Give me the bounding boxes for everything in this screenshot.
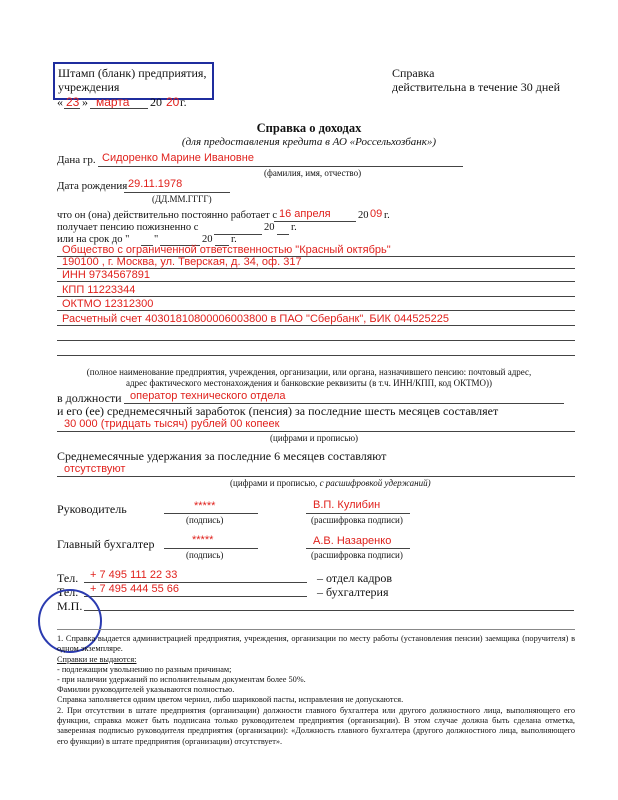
head-signature: ***** <box>194 500 216 512</box>
seal-label: М.П. <box>57 599 83 613</box>
footnote-heads: Фамилии руководителей указываются полностью. <box>57 685 235 694</box>
chief-accountant-label: Главный бухгалтер <box>57 537 155 551</box>
term-year-prefix: 20 <box>202 234 213 245</box>
birth-date-label: Дата рождения <box>57 180 128 192</box>
deductions-caption <box>230 478 431 488</box>
footnote-bullet-1: - подлежащим увольнению по разным причинам; <box>57 665 232 674</box>
tel-hr-dept: – отдел кадров <box>317 571 393 585</box>
org-name: Общество с ограниченной ответственностью "Красный октябрь" <box>62 244 391 256</box>
term-quote: " <box>154 234 159 245</box>
footnote-2: 2. При отсутствии в штате предприятия (организации) должности главного бухгалтера или другого должностного лица, выполняющего его функции, справка может быть подписана только руководителем предприятия (организации). В этом случае должна быть сделана отметка, заверенная подписью руководителя предприятия (организации): «Должность главного бухгалтера (другого должностного лица, выполняющего его функции) в штате предприятия (организации) отсутствует». <box>57 706 575 746</box>
works-since-day: 16 апреля <box>279 208 331 220</box>
pension-year-prefix: 20 <box>264 222 275 233</box>
org-bank-account: Расчетный счет 40301810800006003800 в ПАО "Сбербанк", БИК 044525225 <box>62 313 450 325</box>
recipient-label: Дана гр. <box>57 154 96 166</box>
birth-date-caption: (ДД.ММ.ГГГГ) <box>152 194 212 204</box>
tel-accounting: + 7 495 444 55 66 <box>90 583 179 595</box>
validity-line1: Справка <box>392 66 435 80</box>
term-year-end: г. <box>231 234 237 245</box>
head-name-caption: (расшифровка подписи) <box>311 515 403 525</box>
tel-label-1: Тел. <box>57 571 79 585</box>
pension-year-end: г. <box>291 222 297 233</box>
org-caption-line1: (полное наименование предприятия, учреждения, организации, или органа, назначившего пенсию: почтовый адрес, <box>86 367 532 377</box>
works-year: 09 <box>370 208 383 220</box>
date-day: 23 <box>66 95 80 109</box>
org-kpp: КПП 11223344 <box>62 284 136 296</box>
chief-accountant-name: А.В. Назаренко <box>313 535 392 547</box>
org-address: 190100 , г. Москва, ул. Тверская, д. 34, оф. 317 <box>62 256 302 268</box>
date-month: марта <box>96 95 130 109</box>
recipient-name: Сидоренко Марине Ивановне <box>102 152 254 164</box>
position-value: оператор технического отдела <box>130 390 286 402</box>
deductions-caption-main: (цифрами и прописью, <box>230 478 318 488</box>
page-title: Справка о доходах <box>256 121 362 135</box>
works-year-end: г. <box>384 210 390 221</box>
tel-accounting-dept: – бухгалтерия <box>317 585 389 599</box>
head-sign-caption: (подпись) <box>186 515 224 525</box>
pension-text: получает пенсию пожизненно с <box>57 222 199 233</box>
works-year-prefix: 20 <box>358 210 369 221</box>
org-oktmo: ОКТМО 12312300 <box>62 298 154 310</box>
birth-date-value: 29.11.1978 <box>128 178 183 190</box>
footnote-not-issued: Справки не выдаются: <box>57 655 137 664</box>
footnote-bullet-2: - при наличии удержаний по исполнительным документам более 50%. <box>57 675 306 684</box>
deductions-text: Среднемесячные удержания за последние 6 месяцев составляют <box>57 449 387 463</box>
date-year-end: г. <box>180 95 187 109</box>
salary-value: 30 000 (тридцать тысяч) рублей 00 копеек <box>64 418 280 430</box>
tel-label-2: Тел. <box>57 585 79 599</box>
deductions-caption-italic: с расшифровкой удержаний) <box>319 478 431 488</box>
validity-line2: действительна в течение 30 дней <box>392 80 561 94</box>
term-text: или на срок до " <box>57 234 130 245</box>
salary-caption: (цифрами и прописью) <box>270 433 359 443</box>
footnote-1: 1. Справка выдается администрацией предприятия, учреждения, организации по месту работы (установления пенсии) заемщика (поручителя) в одном экземпляре. <box>57 634 575 654</box>
head-label: Руководитель <box>57 502 127 516</box>
stamp-label-line2: учреждения <box>58 80 120 94</box>
org-caption-line2: адрес фактического местонахождения и банковские реквизиты (в т.ч. ИНН/КПП, код ОКТМО)) <box>126 378 492 388</box>
chief-accountant-signature: ***** <box>192 534 214 546</box>
salary-text: и его (ее) среднемесячный заработок (пенсия) за последние шесть месяцев составляет <box>57 404 499 418</box>
recipient-name-caption: (фамилия, имя, отчество) <box>264 168 362 178</box>
chief-sign-caption: (подпись) <box>186 550 224 560</box>
date-year: 20 <box>166 95 180 109</box>
stamp-label-line1: Штамп (бланк) предприятия, <box>58 66 207 80</box>
org-inn: ИНН 9734567891 <box>62 269 151 281</box>
date-year-prefix: 20 <box>150 95 162 109</box>
head-name: В.П. Кулибин <box>313 499 381 511</box>
chief-name-caption: (расшифровка подписи) <box>311 550 403 560</box>
page-subtitle: (для предоставления кредита в АО «Россельхозбанк») <box>181 136 437 148</box>
tel-hr: + 7 495 111 22 33 <box>90 569 178 581</box>
date-open-quote: « <box>57 95 63 109</box>
date-close-quote: » <box>82 95 88 109</box>
footnote-ink: Справка заполняется одним цветом чернил, либо шариковой пасты, исправления не допускаются. <box>57 695 404 704</box>
works-since-text: что он (она) действительно постоянно работает с <box>57 210 277 221</box>
position-label: в должности <box>57 391 122 405</box>
deductions-value: отсутствуют <box>64 463 126 475</box>
